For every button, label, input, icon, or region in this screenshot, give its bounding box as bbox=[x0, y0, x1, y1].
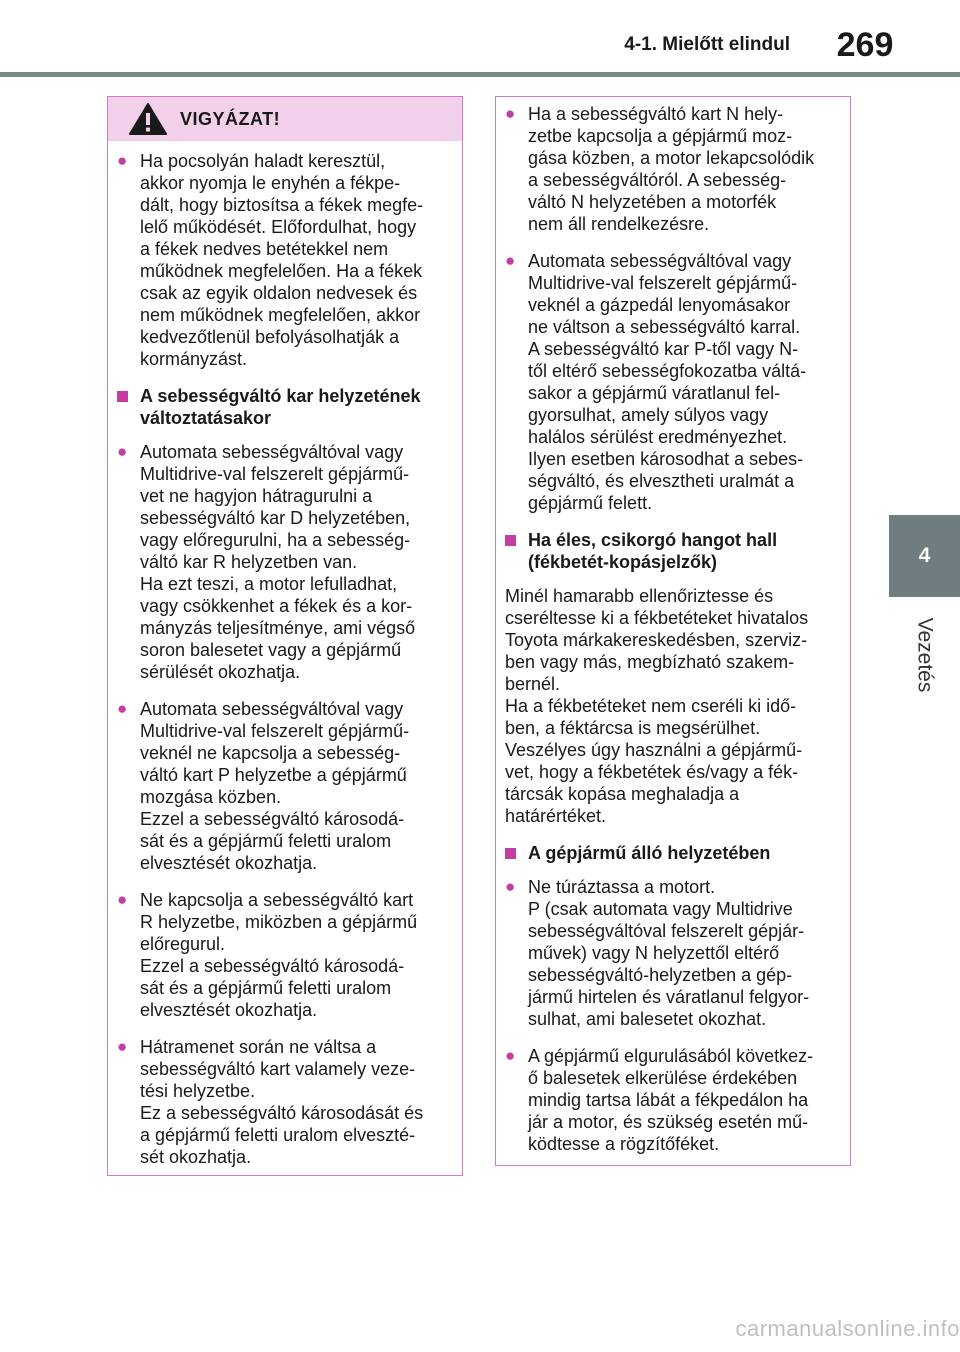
bullet-text: Hátramenet során ne váltsa a sebességváltó kart valamely veze- tési helyzetbe. Ez a sebességváltó károsodását és a gépjármű feletti uralom elveszté- sét okozhatja. bbox=[140, 1037, 424, 1167]
paragraph: Minél hamarabb ellenőriztesse és cseréltesse ki a fékbetéteket hivatalos Toyota márkakereskedésben, szerviz- ben vagy más, megbízható szakem- bernél. Ha a fékbetéteket nem cseréli ki idő- ben, a féktárcsa is megsérülhet. Veszélyes úgy használni a gépjármű- vet, hogy a fékbetétek és/vagy a fék- tárcsák kopása meghaladja a határértéket. bbox=[505, 586, 809, 826]
warning-header bbox=[108, 97, 462, 141]
warning-triangle-icon bbox=[128, 102, 168, 136]
bullet-icon: ● bbox=[505, 104, 516, 123]
bullet-item bbox=[505, 250, 840, 514]
warning-body bbox=[108, 141, 462, 1168]
square-bullet-icon bbox=[117, 385, 140, 429]
watermark: carmanualsonline.info bbox=[735, 1316, 960, 1341]
right-column-box bbox=[495, 96, 851, 1166]
subheading bbox=[505, 842, 840, 864]
bullet-item bbox=[117, 441, 452, 683]
bullet-text: Ha a sebességváltó kart N hely- zetbe kapcsolja a gépjármű moz- gása közben, a motor lekapcsolódik a sebességváltóról. A sebesség- váltó N helyzetében a motorfék nem áll rendelkezésre. bbox=[528, 104, 815, 234]
bullet-text: Ne kapcsolja a sebességváltó kart R helyzetbe, miközben a gépjármű előregurul. Ezzel a sebességváltó károsodá- sát és a gépjármű feletti uralom elvesztését okozhatja. bbox=[140, 890, 418, 1020]
section-title: 4-1. Mielőtt elindul bbox=[624, 34, 790, 55]
bullet-text: Ne túráztassa a motort. P (csak automata vagy Multidrive sebességváltóval felszerelt gépjár- művek) vagy N helyzettől eltérő sebességváltó-helyzetben a gép- jármű hirtelen és váratlanul felgyor- sulhat, ami balesetet okozhat. bbox=[528, 877, 810, 1029]
bullet-icon: ● bbox=[505, 251, 516, 270]
subheading bbox=[505, 529, 840, 573]
square-bullet-icon bbox=[505, 842, 528, 864]
subheading-text: Ha éles, csikorgó hangot hall (fékbetét-kopásjelzők) bbox=[528, 530, 778, 572]
warning-box bbox=[107, 96, 463, 1176]
warning-title: VIGYÁZAT! bbox=[180, 108, 281, 129]
square-bullet-icon bbox=[505, 529, 528, 573]
bullet-icon: ● bbox=[117, 151, 128, 170]
bullet-item bbox=[505, 1045, 840, 1155]
header-rule bbox=[0, 72, 960, 77]
bullet-icon: ● bbox=[505, 877, 516, 896]
subheading-text: A gépjármű álló helyzetében bbox=[528, 843, 771, 863]
bullet-item bbox=[505, 103, 840, 235]
bullet-text: Automata sebességváltóval vagy Multidrive-val felszerelt gépjármű- veknél ne kapcsolja a sebesség- váltó kart P helyzetbe a gépjármű mozgása közben. Ezzel a sebességváltó károsodá- sát és a gépjármű feletti uralom elvesztését okozhatja. bbox=[140, 699, 410, 873]
page-number: 269 bbox=[836, 26, 894, 64]
chapter-label-text: Vezetés bbox=[913, 617, 937, 693]
bullet-text: Automata sebességváltóval vagy Multidrive-val felszerelt gépjármű- vet ne hagyjon hátragurulni a sebességváltó kar D helyzetében, vagy előregurulni, ha a sebesség- váltó kar R helyzetben van. Ha ezt teszi, a motor lefulladhat, vagy csökkenhet a fékek és a kor- mányzás teljesítménye, ami végső soron balesetet vagy a gépjármű sérülését okozhatja. bbox=[140, 442, 416, 682]
bullet-item bbox=[505, 876, 840, 1030]
subheading bbox=[117, 385, 452, 429]
bullet-item bbox=[117, 698, 452, 874]
bullet-icon: ● bbox=[117, 890, 128, 909]
chapter-tab[interactable]: 4 bbox=[889, 515, 960, 597]
bullet-item bbox=[117, 889, 452, 1021]
bullet-icon: ● bbox=[117, 699, 128, 718]
bullet-icon: ● bbox=[505, 1046, 516, 1065]
bullet-text: Ha pocsolyán haladt keresztül, akkor nyomja le enyhén a fékpe- dált, hogy biztosítsa a fékek megfe- lelő működését. Előfordulhat, hogy a fékek nedves betétekkel nem működnek megfelelően. Ha a fékek csak az egyik oldalon nedvesek és nem működnek megfelelően, akkor kedvezőtlenül befolyásolhatják a kormányzást. bbox=[140, 151, 424, 369]
bullet-icon: ● bbox=[117, 442, 128, 461]
bullet-item bbox=[117, 1036, 452, 1168]
bullet-icon: ● bbox=[117, 1037, 128, 1056]
subheading-text: A sebességváltó kar helyzetének változtatásakor bbox=[140, 386, 421, 428]
bullet-item bbox=[117, 150, 452, 370]
chapter-label bbox=[889, 600, 960, 710]
bullet-text: Automata sebességváltóval vagy Multidrive-val felszerelt gépjármű- veknél a gázpedál lenyomásakor ne váltson a sebességváltó karral. A sebességváltó kar P-től vagy N- től eltérő sebességfokozatba váltá- sakor a gépjármű váratlanul fel- gyorsulhat, amely súlyos vagy halálos sérülést eredményezhet. Ilyen esetben károsodhat a sebes- ségváltó, és elvesztheti uralmát a gépjármű felett. bbox=[528, 251, 807, 513]
bullet-text: A gépjármű elgurulásából következ- ő balesetek elkerülése érdekében mindig tartsa lábát a fékpedálon ha jár a motor, és szükség esetén mű- ködtesse a rögzítőféket. bbox=[528, 1046, 814, 1154]
